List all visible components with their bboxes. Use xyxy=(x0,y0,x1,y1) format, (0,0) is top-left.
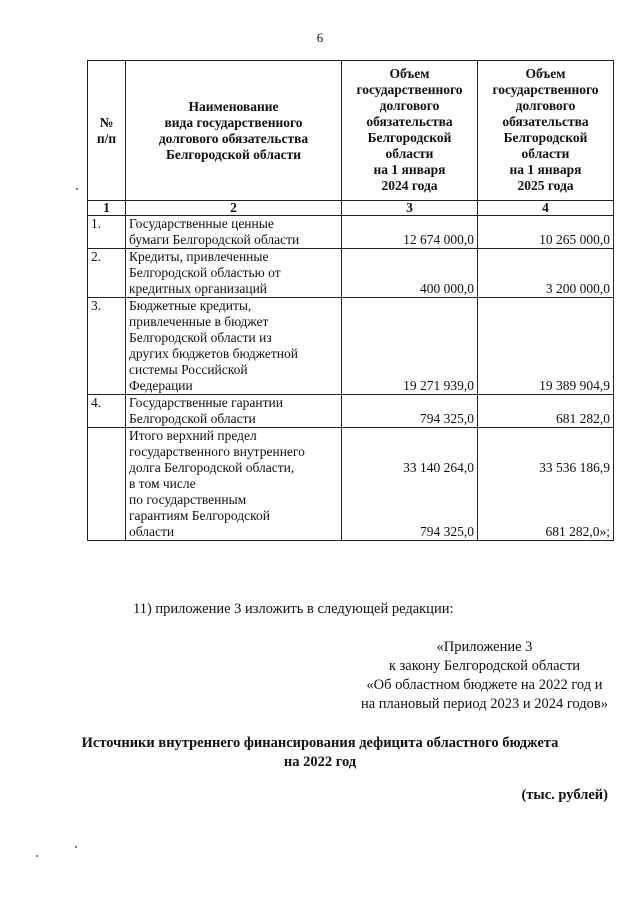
column-number: 2 xyxy=(126,201,342,216)
scan-speck xyxy=(75,846,77,848)
row-name: Кредиты, привлеченные Белгородской областью от кредитных организаций xyxy=(126,249,342,298)
column-number: 3 xyxy=(342,201,478,216)
row-number: 4. xyxy=(88,395,126,428)
page-number: 6 xyxy=(316,30,324,45)
row-name: Государственные ценные бумаги Белгородской области xyxy=(126,216,342,249)
header-number: № п/п xyxy=(88,61,126,201)
value-2024: 400 000,0 xyxy=(342,249,478,298)
row-number: 1. xyxy=(88,216,126,249)
row-number: 2. xyxy=(88,249,126,298)
appendix-heading: «Приложение 3 к закону Белгородской области «Об областном бюджете на 2022 год и на плановый период 2023 и 2024 годов» xyxy=(360,639,608,712)
value-2024: 12 674 000,0 xyxy=(342,216,478,249)
scan-speck xyxy=(76,188,78,190)
column-number: 4 xyxy=(478,201,614,216)
row-name: Бюджетные кредиты, привлеченные в бюджет Белгородской области из других бюджетов бюджетной системы Российской Федерации xyxy=(126,298,342,395)
total-name: Итого верхний предел государственного внутреннего долга Белгородской области, в том числе по государственным гарантиям Белгородской области xyxy=(126,428,342,541)
total-2025 xyxy=(478,428,614,541)
value-2025: 681 282,0 xyxy=(478,395,614,428)
debt-table xyxy=(87,60,614,541)
row-name: Государственные гарантии Белгородской области xyxy=(126,395,342,428)
value-2024: 19 271 939,0 xyxy=(342,298,478,395)
value-2024: 794 325,0 xyxy=(342,395,478,428)
value-2025: 3 200 000,0 xyxy=(478,249,614,298)
amendment-paragraph: 11) приложение 3 изложить в следующей редакции: xyxy=(133,601,454,617)
row-number xyxy=(88,428,126,541)
guarantees-value-2024: 794 325,0 xyxy=(420,524,474,539)
total-value-2025: 33 536 186,9 xyxy=(539,460,610,475)
document-title: Источники внутреннего финансирования дефицита областного бюджета на 2022 год xyxy=(81,735,559,770)
table-row xyxy=(88,395,614,428)
table-row xyxy=(88,216,614,249)
total-2024 xyxy=(342,428,478,541)
column-number: 1 xyxy=(88,201,126,216)
value-2025: 19 389 904,9 xyxy=(478,298,614,395)
column-numbers-row xyxy=(88,201,614,216)
table-row xyxy=(88,249,614,298)
total-row xyxy=(88,428,614,541)
header-2024: Объем государственного долгового обязательства Белгородской области на 1 января 2024 года xyxy=(342,61,478,201)
guarantees-value-2025: 681 282,0»; xyxy=(545,524,610,539)
scan-speck xyxy=(36,855,38,857)
header-name: Наименование вида государственного долгового обязательства Белгородской области xyxy=(126,61,342,201)
value-2025: 10 265 000,0 xyxy=(478,216,614,249)
table-header-row xyxy=(88,61,614,201)
table-row xyxy=(88,298,614,395)
header-2025: Объем государственного долгового обязательства Белгородской области на 1 января 2025 года xyxy=(478,61,614,201)
total-value-2024: 33 140 264,0 xyxy=(403,460,474,475)
row-number: 3. xyxy=(88,298,126,395)
units-label: (тыс. рублей) xyxy=(521,787,608,803)
